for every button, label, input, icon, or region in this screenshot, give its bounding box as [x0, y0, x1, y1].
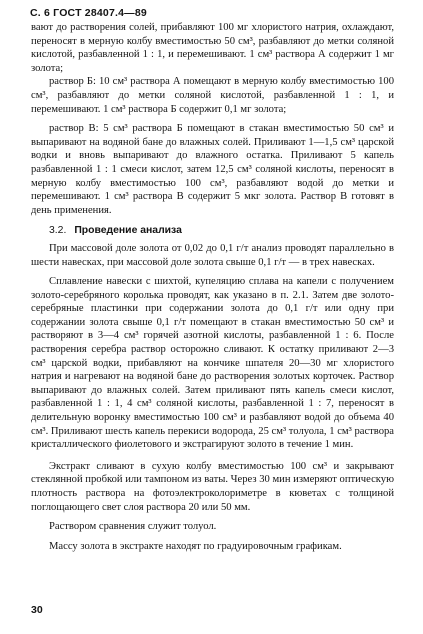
paragraph-sample-count: При массовой доле золота от 0,02 до 0,1 г/т анализ проводят параллельно в шести навесках, при массовой доле золота свыше 0,1 г/т — в трех навесках. [31, 242, 394, 268]
spacer [31, 452, 394, 460]
paragraph-solution-c: раствор В: 5 см³ раствора Б помещают в стакан вместимостью 50 см³ и выпаривают на водяной бане до влажных солей. Приливают 1—1,5 см³ царской водки и вновь выпаривают до влажного остатка. Приливают 5 капель разбавленной 1 : 1 смеси кислот, затем 12,5 см³ соляной кислоты, переносят в мерную колбу вместимостью 100 см³, разбавляют водой до метки и перемешивают. 1 см³ раствора В содержит 5 мкг золота. Раствор В готовят в день применения. [31, 123, 394, 216]
paragraph-solution-a-continued: вают до растворения солей, прибавляют 100 мг хлористого натрия, охлаждают, переносят в мерную колбу вместимостью 50 см³, разбавляют до метки соляной кислотой, разбавленной 1 : 1, и перемешивают. 1 см³ раствора А содержит 1 мг золота; [31, 22, 394, 74]
section-number: 3.2. [49, 225, 67, 237]
document-body [31, 21, 394, 553]
paragraph-fusion-procedure: Сплавление навески с шихтой, купеляцию сплава на капели с получением золото-серебряного королька проводят, как указано в п. 2.1. Затем две золото-серебряные пластинки при содержании золота до 0,1 г/т или одну при содержании золота свыше 0,1 г/т помещают в стакан вместимостью 50 см³ и растворяют в 3—4 см³ горячей азотной кислоты, разбавленной 1 : 6. После растворения серебра раствор осторожно сливают. К остатку приливают 2—3 см³ царской водки, прибавляют на кончике шпателя 20—30 мг хлористого натрия и нагревают на водяной бане до растворения золотых корточек. Раствор выпаривают до влажных солей. Затем приливают пять капель смеси кислот, разбавленной 1 : 1, 4 см³ соляной кислоты, разбавленной 1 : 7, переносят в делительную воронку вместимостью 100 см³ и разбавляют водой до объема 40 см³. Приливают шесть капель перекиси водорода, 25 см³ толуола, 1 см³ раствора кристаллического фиолетового и экстрагируют золото в течение 1 мин. [31, 276, 394, 451]
paragraph-extract-measurement: Экстракт сливают в сухую колбу вместимостью 100 см³ и закрывают стеклянной пробкой или тампоном из ваты. Через 30 мин измеряют оптическую плотность раствора на фотоэлектроколориметре в кюветах с толщиной поглощающего свет слоя раствора 20 или 50 мм. [31, 460, 394, 513]
paragraph-reference-solution: Раствором сравнения служит толуол. [49, 521, 217, 533]
running-header: С. 6 ГОСТ 28407.4—89 [30, 7, 147, 19]
section-title: Проведение анализа [74, 225, 182, 237]
paragraph-solution-b: раствор Б: 10 см³ раствора А помещают в мерную колбу вместимостью 100 см³, разбавляют до метки соляной кислотой, разбавленной 1 : 1, и перемешивают. 1 см³ раствора Б содержит 0,1 мг золота; [31, 76, 394, 115]
section-heading [49, 224, 394, 238]
page-number: 30 [31, 604, 43, 616]
paragraph-gold-mass: Массу золота в экстракте находят по градуировочным графикам. [49, 540, 342, 552]
